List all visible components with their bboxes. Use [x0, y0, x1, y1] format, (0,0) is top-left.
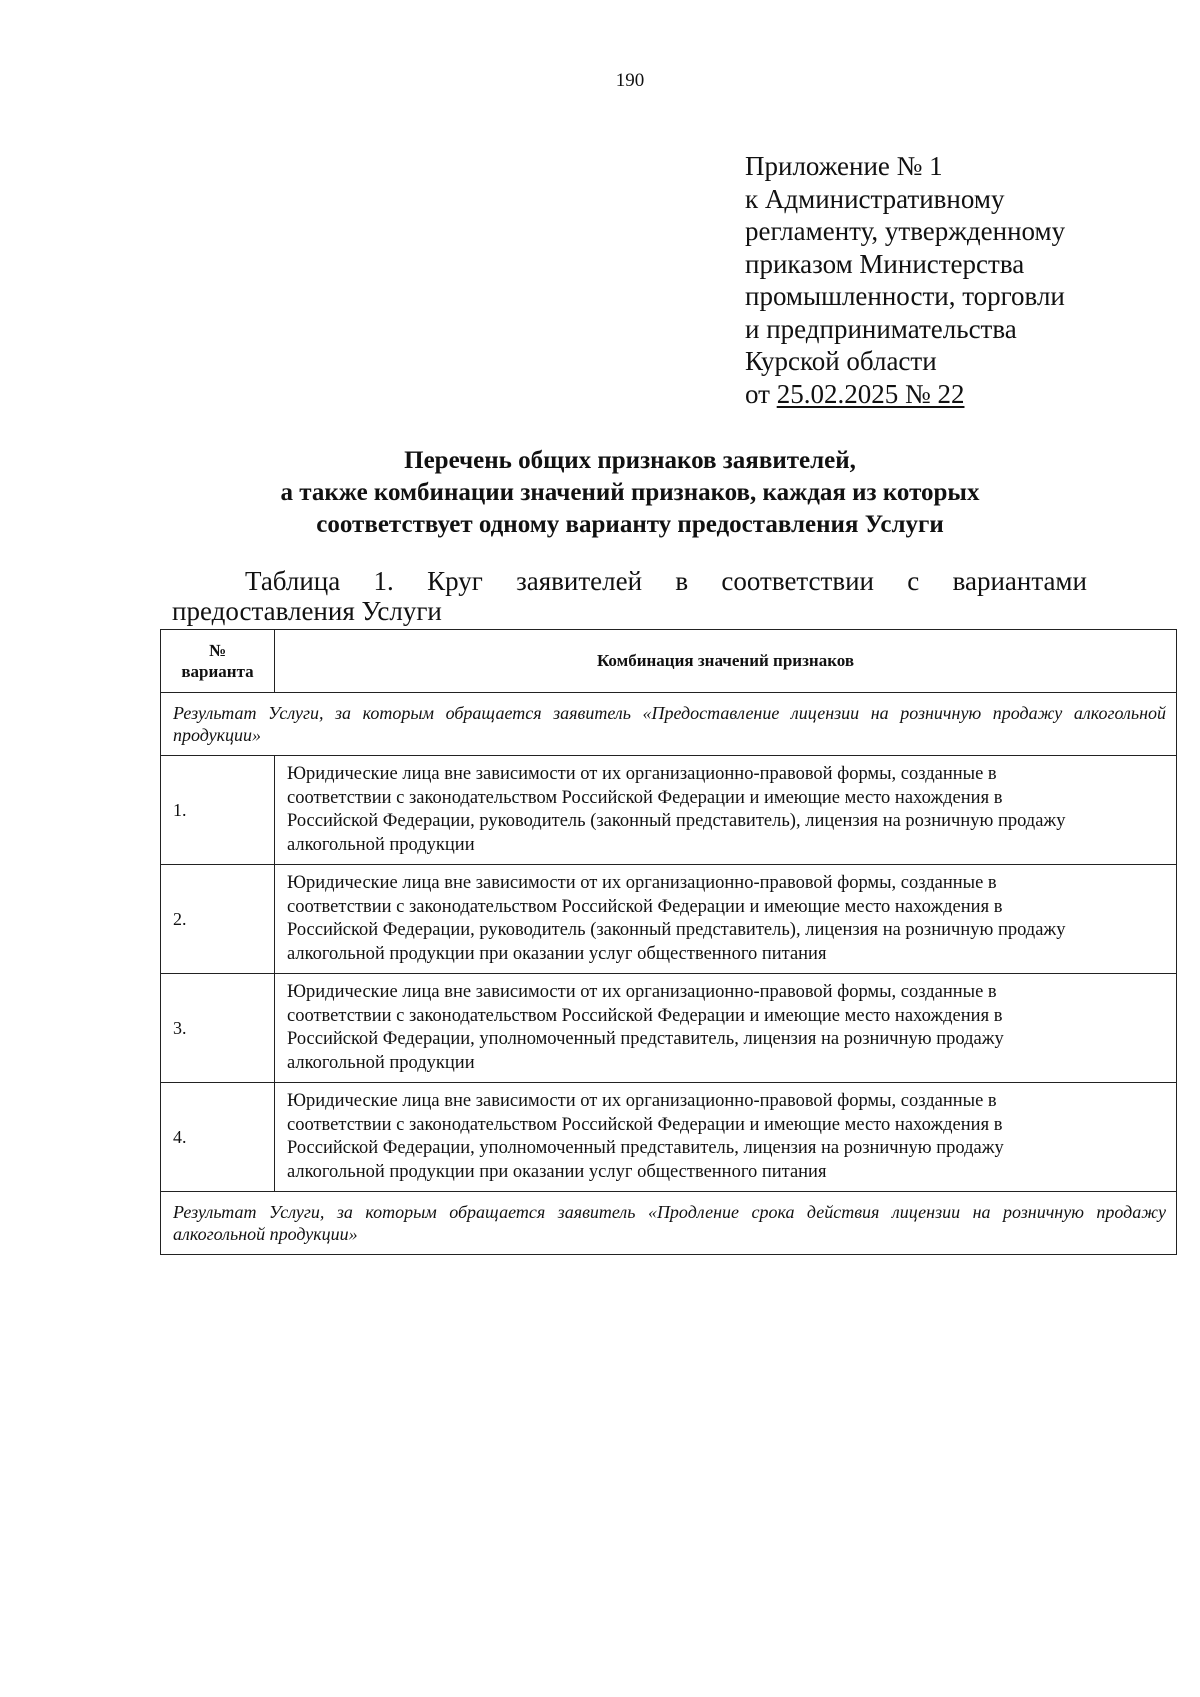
desc-line: Российской Федерации, руководитель (законный представитель), лицензия на розничную продажу	[287, 811, 1066, 831]
variant-number: 2.	[161, 865, 275, 974]
caption-word: 1.	[373, 566, 394, 596]
title-line: а также комбинации значений признаков, каждая из которых	[280, 479, 980, 506]
desc-line: Юридические лица вне зависимости от их организационно-правовой формы, созданные в	[287, 873, 997, 893]
appendix-line: Приложение № 1	[745, 151, 943, 181]
variant-number: 4.	[161, 1083, 275, 1192]
title-line: соответствует одному варианту предоставления Услуги	[316, 511, 944, 538]
desc-line: Российской Федерации, руководитель (законный представитель), лицензия на розничную продажу	[287, 920, 1066, 940]
desc-line: Юридические лица вне зависимости от их организационно-правовой формы, созданные в	[287, 982, 997, 1002]
appendix-block	[745, 150, 1065, 410]
result-row	[161, 1192, 1177, 1255]
variant-description	[275, 865, 1177, 974]
document-title	[0, 445, 1200, 541]
header-num-line: №	[208, 641, 227, 660]
table-header-row	[161, 630, 1177, 693]
desc-line: Юридические лица вне зависимости от их организационно-правовой формы, созданные в	[287, 764, 997, 784]
table-row	[161, 974, 1177, 1083]
title-line: Перечень общих признаков заявителей,	[404, 447, 856, 474]
header-combination: Комбинация значений признаков	[275, 630, 1177, 693]
desc-line: алкогольной продукции	[287, 1052, 475, 1073]
variant-description	[275, 974, 1177, 1083]
caption-word: Круг	[427, 566, 483, 596]
appendix-line: приказом Министерства	[745, 248, 1025, 279]
caption-line-1	[172, 566, 1087, 596]
table-row	[161, 756, 1177, 865]
appendix-line: и предпринимательства	[745, 313, 1017, 344]
table-row	[161, 865, 1177, 974]
desc-line: алкогольной продукции при оказании услуг общественного питания	[287, 1161, 827, 1182]
appendix-line: регламенту, утвержденному	[745, 216, 1066, 246]
desc-line: соответствии с законодательством Российской Федерации и имеющие место нахождения в	[287, 1114, 1003, 1135]
applicants-table	[160, 629, 1177, 1255]
caption-word: вариантами	[952, 566, 1087, 596]
desc-line: Российской Федерации, уполномоченный представитель, лицензия на розничную продажу	[287, 1029, 1004, 1049]
caption-word: соответствии	[721, 566, 874, 596]
appendix-line: промышленности, торговли	[745, 281, 1065, 311]
appendix-date-value: 25.02.2025 № 22	[776, 378, 965, 409]
appendix-date-prefix: от	[745, 378, 777, 409]
variant-description	[275, 1083, 1177, 1192]
appendix-line: Курской области	[745, 346, 937, 376]
header-variant-number	[161, 630, 275, 693]
desc-line: алкогольной продукции	[287, 834, 475, 855]
result-cell: Результат Услуги, за которым обращается заявитель «Предоставление лицензии на розничную продажу алкогольной продукции»	[161, 693, 1177, 756]
variant-number: 3.	[161, 974, 275, 1083]
caption-word: заявителей	[516, 566, 643, 596]
caption-line-2: предоставления Услуги	[172, 596, 442, 626]
result-row	[161, 693, 1177, 756]
desc-line: соответствии с законодательством Российской Федерации и имеющие место нахождения в	[287, 1005, 1003, 1026]
result-cell: Результат Услуги, за которым обращается заявитель «Продление срока действия лицензии на розничную продажу алкогольной продукции»	[161, 1192, 1177, 1255]
caption-word: Таблица	[245, 566, 341, 596]
table-caption	[172, 566, 1087, 626]
variant-number: 1.	[161, 756, 275, 865]
appendix-line: к Административному	[745, 183, 1005, 214]
appendix-date-line	[745, 378, 1065, 411]
caption-word: в	[675, 566, 689, 596]
desc-line: Российской Федерации, уполномоченный представитель, лицензия на розничную продажу	[287, 1138, 1004, 1158]
table-row	[161, 1083, 1177, 1192]
caption-word: с	[907, 566, 920, 596]
page-number: 190	[615, 70, 645, 91]
desc-line: Юридические лица вне зависимости от их организационно-правовой формы, созданные в	[287, 1091, 997, 1111]
desc-line: алкогольной продукции при оказании услуг общественного питания	[287, 943, 827, 964]
header-num-line: варианта	[181, 662, 254, 681]
desc-line: соответствии с законодательством Российской Федерации и имеющие место нахождения в	[287, 787, 1003, 808]
variant-description	[275, 756, 1177, 865]
desc-line: соответствии с законодательством Российской Федерации и имеющие место нахождения в	[287, 896, 1003, 917]
